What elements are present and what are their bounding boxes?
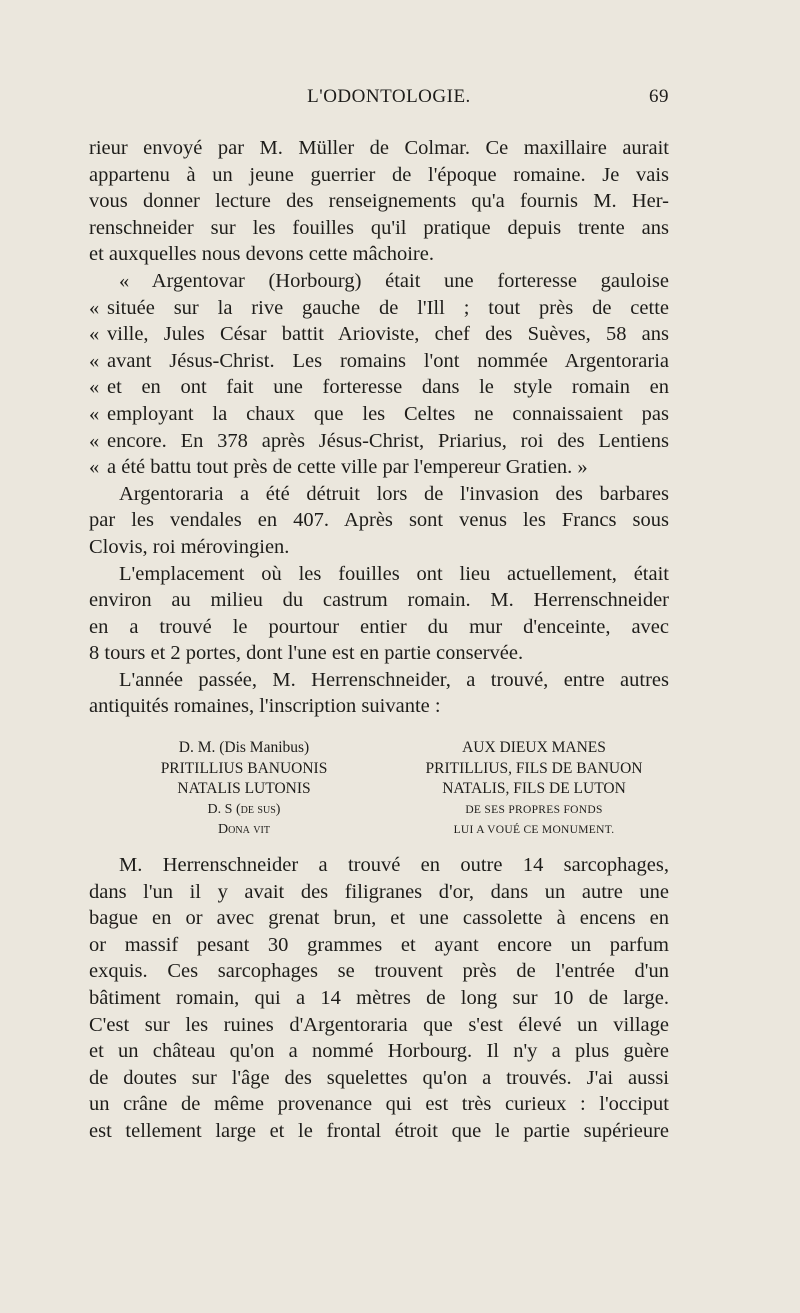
quote-line [89,428,669,455]
inscription-line: PRITILLIUS, FILS DE BANUON [425,759,643,777]
inscription-latin-column [119,738,369,841]
text-line: est tellement large et le frontal étroit que le partie supérieure [89,1119,669,1142]
quote-line [89,374,669,401]
text-line: L'emplacement où les fouilles ont lieu actuellement, était [119,562,669,585]
text-line: et un château qu'on a nommé Horbourg. Il n'y a plus guère [89,1040,669,1063]
text-line: dans l'un il y avait des filigranes d'or, dans un autre une [89,880,669,903]
quote-text: encore. En 378 après Jésus-Christ, Priarius, roi des Lentiens [107,429,669,452]
inscription-line: Dona vit [218,822,270,837]
quote-text: employant la chaux que les Celtes ne connaissaient pas [107,402,669,425]
page-number: 69 [649,86,669,107]
text-line: M. Herrenschneider a trouvé en outre 14 sarcophages, [119,854,669,876]
text-line: vous donner lecture des renseignements qu'a fournis M. Her- [89,190,669,213]
text-line: et auxquelles nous devons cette mâchoire. [89,243,434,266]
quote-line [89,321,669,348]
text-line: rieur envoyé par M. Müller de Colmar. Ce maxillaire aurait [89,137,669,159]
inscription-line: D. S (de sus) [207,801,281,817]
text-line: C'est sur les ruines d'Argentoraria que s'est élevé un village [89,1013,669,1036]
quote-mark: « [89,349,100,372]
quote-mark: « [89,429,100,452]
text-line: exquis. Ces sarcophages se trouvent près de l'entrée d'un [89,960,669,983]
text-line: 8 tours et 2 portes, dont l'une est en partie conservée. [89,642,524,665]
quote-text: a été battu tout près de cette ville par l'empereur Gratien. » [107,456,588,479]
quote-mark: « [89,376,100,399]
inscription-line: DE SES PROPRES FONDS [465,803,603,816]
quote-line [89,348,669,375]
quote-line [89,454,669,481]
inscription-line: NATALIS LUTONIS [177,780,311,797]
text-line: renschneider sur les fouilles qu'il pratique depuis trente ans [89,216,669,239]
text-line: antiquités romaines, l'inscription suivante : [89,695,441,718]
text-line: un crâne de même provenance qui est très curieux : l'occiput [89,1093,669,1116]
running-header [89,86,669,114]
quote-line [89,295,669,322]
text-line: appartenu à un jeune guerrier de l'époque romaine. Je vais [89,163,669,186]
text-line: Clovis, roi mérovingien. [89,535,290,558]
quote-text: avant Jésus-Christ. Les romains l'ont nommée Argentoraria [107,349,669,372]
inscription-block [89,738,669,842]
text-line: de doutes sur l'âge des squelettes qu'on a trouvés. J'ai aussi [89,1066,669,1089]
text-line: Argentoraria a été détruit lors de l'invasion des barbares [119,482,669,505]
quote-mark: « [89,456,100,479]
text-line: bague en or avec grenat brun, et une cassolette à encens en [89,907,669,930]
journal-title: L'ODONTOLOGIE. [307,86,471,107]
text-line: bâtiment romain, qui a 14 mètres de long sur 10 de large. [89,986,669,1009]
text-line: en a trouvé le pourtour entier du mur d'enceinte, avec [89,615,669,638]
quote-line [89,401,669,428]
inscription-line: LUI A VOUÉ CE MONUMENT. [453,824,615,836]
inscription-line: NATALIS, FILS DE LUTON [442,780,626,797]
inscription-line: PRITILLIUS BANUONIS [160,759,328,777]
quote-text: située sur la rive gauche de l'Ill ; tout près de cette [107,296,669,319]
quote-mark: « [89,402,100,425]
text-line: environ au milieu du castrum romain. M. Herrenschneider [89,589,669,612]
quote-first-line: « Argentovar (Horbourg) était une forteresse gauloise [119,269,669,292]
inscription-line: AUX DIEUX MANES [462,739,606,756]
text-line: or massif pesant 30 grammes et ayant encore un parfum [89,933,669,956]
body-text-lower [89,852,669,1145]
quote-mark: « [89,296,100,319]
quote-mark: « [89,323,100,346]
inscription-line: D. M. (Dis Manibus) [178,739,310,756]
text-line: par les vendales en 407. Après sont venus les Francs sous [89,509,669,532]
quote-text: et en ont fait une forteresse dans le style romain en [107,376,669,399]
text-line: L'année passée, M. Herrenschneider, a trouvé, entre autres [119,668,669,691]
quote-text: ville, Jules César battit Arioviste, chef des Suèves, 58 ans [107,323,669,346]
body-text-upper [89,135,669,720]
inscription-french-column [389,738,679,841]
